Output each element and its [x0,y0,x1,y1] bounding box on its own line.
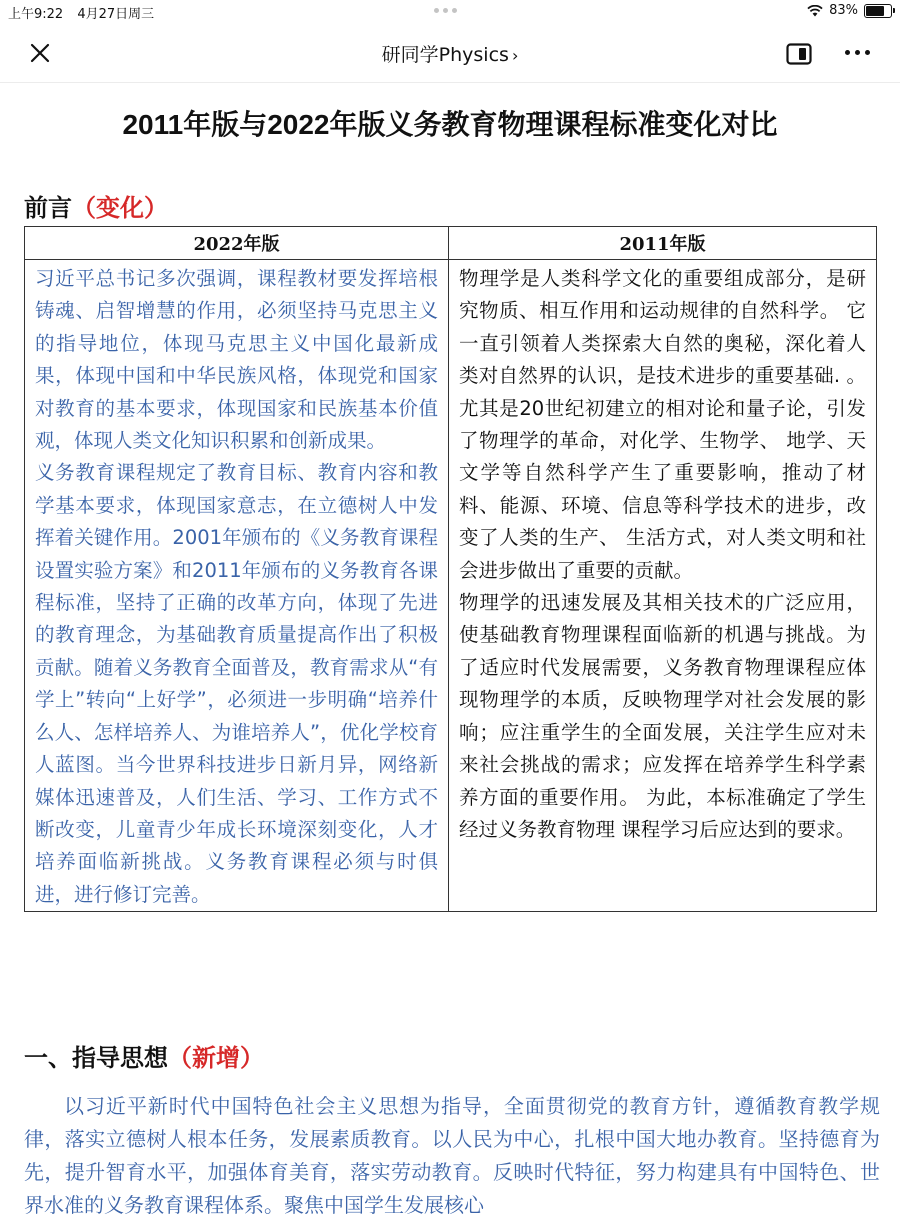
section-change-tag: （变化） [72,194,168,222]
paragraph: 义务教育课程规定了教育目标、教育内容和教学基本要求，体现国家意志，在立德树人中发挥着关键作用。2001年颁布的《义务教育课程设置实验方案》和2011年颁布的义务教育各课程标准，坚持了正确的改革方向，体现了先进的教育理念，为基础教育质量提高作出了积极贡献。随着义务教育全面普及，教育需求从“有学上”转向“上好学”，必须进一步明确“培养什么人、怎样培养人、为谁培养人”，优化学校育人蓝图。当今世界科技进步日新月异，网络新媒体迅速普及，人们生活、学习、工作方式不断改变，儿童青少年成长环境深刻变化，人才培养面临新挑战。义务教育课程必须与时俱进，进行修订完善。 [35,461,438,906]
multitasking-dots-icon[interactable] [434,8,457,13]
status-bar [0,0,900,24]
account-title-link[interactable] [0,40,900,67]
paragraph: 物理学是人类科学文化的重要组成部分，是研究物质、相互作用和运动规律的自然科学。 它一直引领着人类探索大自然的奥秘，深化着人类对自然界的认识，是技术进步的重要基础. 。尤其是20世纪初建立的相对论和量子论，引发了物理学的革命，对化学、生物学、 地学、天文学等自然科学产生了重要影响，推动了材料、能源、环境、信息等科学技术的进步，改变了人类的生产、 生活方式，对人类文明和社会进步做出了重要的贡献。 [459,267,866,582]
cell-2022 [25,260,449,912]
battery-fill [866,6,884,16]
comparison-table [24,226,877,912]
table-row [25,260,877,912]
page-title: 2011年版与2022年版义务教育物理课程标准变化对比 [122,109,778,140]
section-heading-guiding-ideology [24,1038,264,1073]
cell-2011 [449,260,877,912]
chevron-right-icon: › [511,46,519,65]
battery-percent: 83% [829,3,858,18]
section-heading-preface [24,188,168,223]
paragraph: 习近平总书记多次强调，课程教材要发挥培根铸魂、启智增慧的作用，必须坚持马克思主义的指导地位，体现马克思主义中国化最新成果，体现中国和中华民族风格，体现党和国家对教育的基本要求，体现国家和民族基本价值观，体现人类文化知识积累和创新成果。 [35,267,438,453]
body-paragraph: 以习近平新时代中国特色社会主义思想为指导，全面贯彻党的教育方针，遵循教育教学规律，落实立德树人根本任务，发展素质教育。以人民为中心，扎根中国大地办教育。坚持德育为先，提升智育水平，加强体育美育，落实劳动教育。反映时代特征，努力构建具有中国特色、世界水准的义务教育课程体系。聚焦中国学生发展核心 [24,1094,880,1217]
section-new-tag: （新增） [168,1044,264,1072]
section-title: 前言 [24,194,72,222]
status-time: 上午9:22 [8,7,64,22]
paragraph: 物理学的迅速发展及其相关技术的广泛应用，使基础教育物理课程面临新的机遇与挑战。为了适应时代发展需要，义务教育物理课程应体现物理学的本质，反映物理学对社会发展的影响；应注重学生的全面发展，关注学生应对未来社会挑战的需求；应发挥在培养学生科学素养方面的重要作用。 为此，本标准确定了学生经过义务教育物理 课程学习后应达到的要求。 [459,591,866,841]
status-left [8,3,164,22]
battery-icon [864,4,892,18]
column-header-2022: 2022年版 [25,227,449,260]
status-date: 4月27日周三 [77,7,155,22]
cell-2011-text [449,260,876,846]
more-icon[interactable] [845,50,870,55]
column-header-2011: 2011年版 [449,227,877,260]
reader-mode-icon[interactable] [786,43,812,65]
cell-2022-text [25,260,448,911]
account-name: 研同学Physics [381,44,509,66]
table-header-row [25,227,877,260]
wifi-icon [807,5,823,17]
nav-bar [0,24,900,83]
section-title: 一、指导思想 [24,1044,168,1072]
status-right [807,3,892,18]
